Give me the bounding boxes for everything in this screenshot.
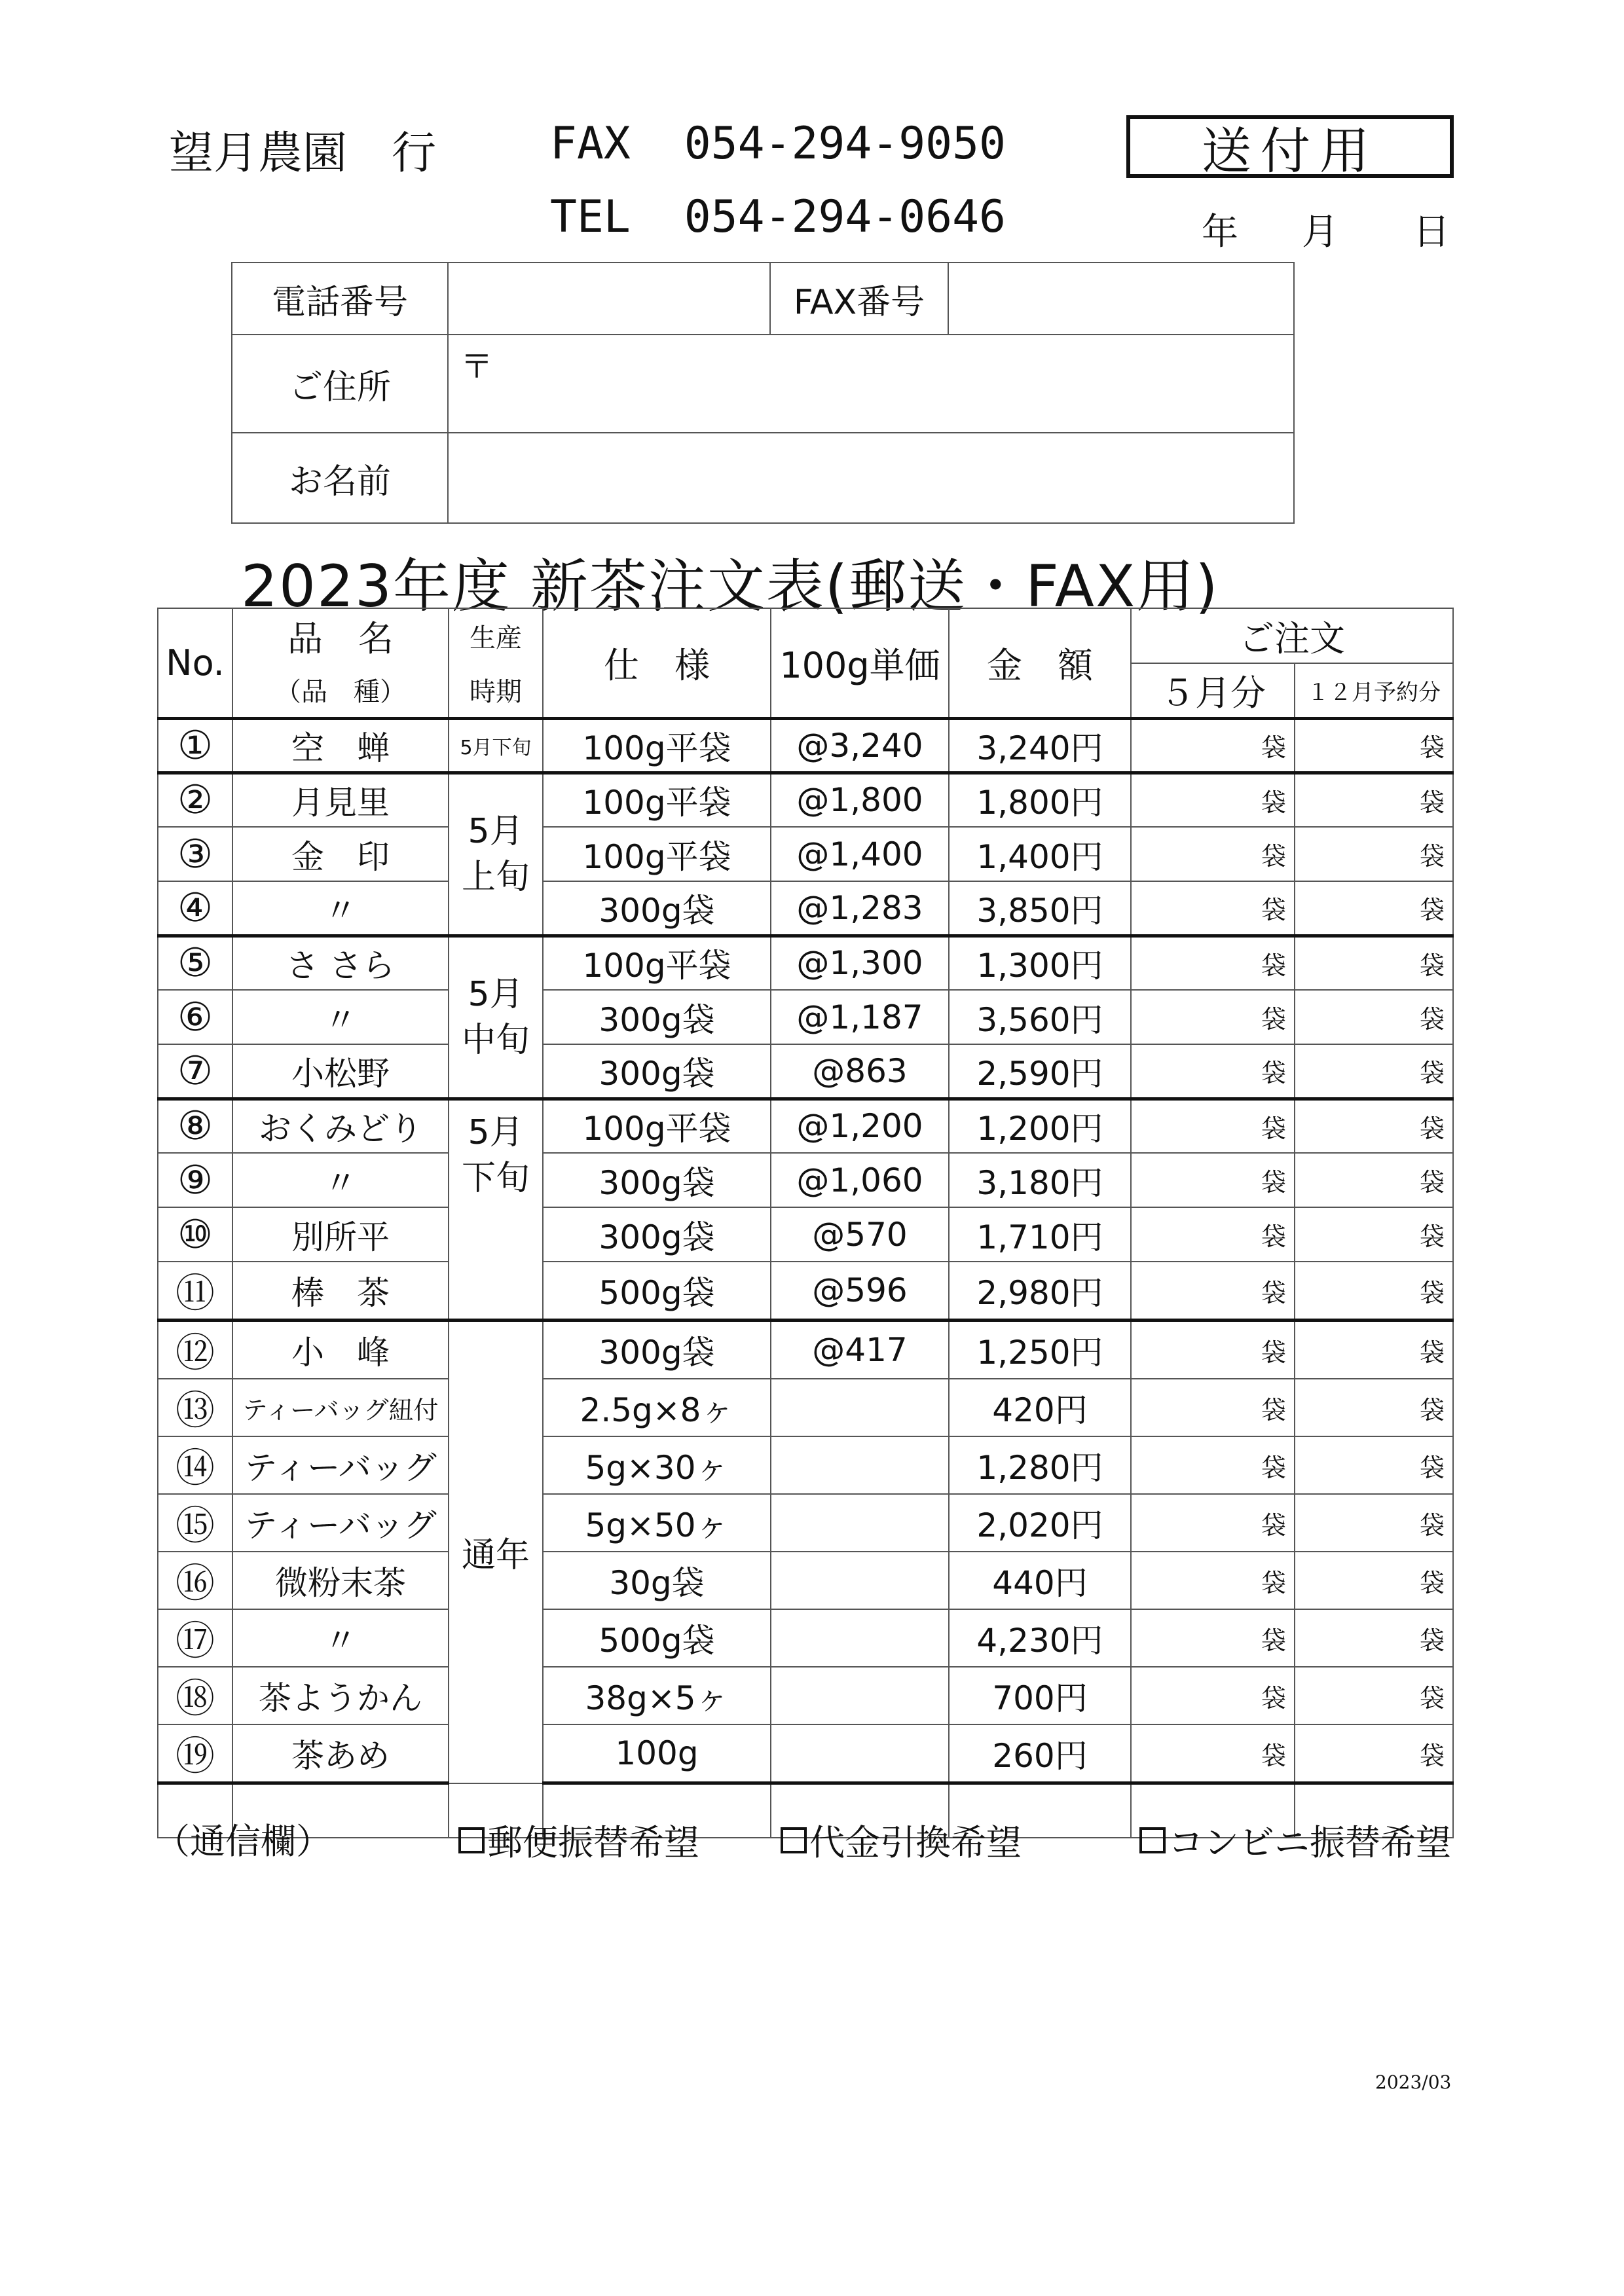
- communication-label: （通信欄）: [155, 1821, 331, 1862]
- row-number: ⑨: [158, 1153, 232, 1207]
- row-number: ⑤: [158, 936, 232, 990]
- bag-unit: 袋: [1419, 1168, 1445, 1197]
- dec-qty-field[interactable]: [1295, 1724, 1453, 1783]
- header-may: ５月分: [1131, 663, 1295, 718]
- name-label: お名前: [232, 433, 448, 523]
- unit-price: @1,400: [771, 827, 949, 881]
- item-name: 微粉末茶: [232, 1552, 449, 1609]
- item-spec: 30g袋: [543, 1552, 771, 1609]
- header-spec: 仕 様: [543, 608, 771, 718]
- header-item: 品 名: [232, 608, 449, 663]
- item-spec: 100g平袋: [543, 827, 771, 881]
- bag-unit: 袋: [1419, 951, 1445, 980]
- may-qty-field[interactable]: [1131, 1436, 1295, 1494]
- may-qty-field[interactable]: [1131, 1044, 1295, 1099]
- amount: 2,020円: [949, 1494, 1131, 1552]
- header-variety: （品 種）: [232, 663, 449, 718]
- item-spec: 2.5g×8ヶ: [543, 1379, 771, 1436]
- table-row: [158, 1262, 1453, 1321]
- item-name: 〃: [232, 1153, 449, 1207]
- table-row: [158, 1552, 1453, 1609]
- production-period: 5月 上旬: [449, 773, 543, 936]
- dec-qty-field[interactable]: [1295, 1207, 1453, 1262]
- may-qty-field[interactable]: [1131, 1321, 1295, 1379]
- table-row: [158, 936, 1453, 990]
- may-qty-field[interactable]: [1131, 718, 1295, 773]
- may-qty-field[interactable]: [1131, 1099, 1295, 1153]
- item-name: 金 印: [232, 827, 449, 881]
- bag-unit: 袋: [1419, 1510, 1445, 1540]
- bag-unit: 袋: [1261, 896, 1286, 925]
- amount: 1,710円: [949, 1207, 1131, 1262]
- may-qty-field[interactable]: [1131, 1667, 1295, 1724]
- header-period-top: 生産: [449, 608, 543, 663]
- bag-unit: 袋: [1419, 733, 1445, 762]
- date-month: 月: [1302, 211, 1338, 253]
- checkbox-icon[interactable]: [781, 1827, 807, 1853]
- unit-price: @1,060: [771, 1153, 949, 1207]
- row-number: ②: [158, 773, 232, 827]
- unit-price: [771, 1494, 949, 1552]
- postal-transfer-label: 郵便振替希望: [487, 1822, 699, 1863]
- bag-unit: 袋: [1261, 1626, 1286, 1655]
- header-order: ご注文: [1131, 608, 1453, 663]
- table-row: [158, 881, 1453, 936]
- amount: 440円: [949, 1552, 1131, 1609]
- production-period: 5月下旬: [449, 718, 543, 773]
- unit-price: @1,800: [771, 773, 949, 827]
- amount: 1,280円: [949, 1436, 1131, 1494]
- amount: 2,980円: [949, 1262, 1131, 1321]
- table-row: [158, 1207, 1453, 1262]
- amount: 420円: [949, 1379, 1131, 1436]
- may-qty-field[interactable]: [1131, 936, 1295, 990]
- unit-price: [771, 1379, 949, 1436]
- fax-number: 054-294-9050: [684, 118, 1006, 170]
- dec-qty-field[interactable]: [1295, 1262, 1453, 1321]
- bag-unit: 袋: [1419, 1005, 1445, 1034]
- may-qty-field[interactable]: [1131, 773, 1295, 827]
- customer-info-table: [231, 262, 1295, 524]
- item-name: おくみどり: [232, 1099, 449, 1153]
- amount: 1,800円: [949, 773, 1131, 827]
- header-no: No.: [158, 608, 232, 718]
- amount: 3,850円: [949, 881, 1131, 936]
- bag-unit: 袋: [1419, 1741, 1445, 1770]
- bag-unit: 袋: [1419, 1338, 1445, 1367]
- item-spec: 300g袋: [543, 990, 771, 1044]
- unit-price: @596: [771, 1262, 949, 1321]
- amount: 3,180円: [949, 1153, 1131, 1207]
- item-name: さ さら: [232, 936, 449, 990]
- item-spec: 5g×50ヶ: [543, 1494, 771, 1552]
- row-number: ⑧: [158, 1099, 232, 1153]
- row-number: ⑯: [158, 1552, 232, 1609]
- row-number: ⑪: [158, 1262, 232, 1321]
- row-number: ⑲: [158, 1724, 232, 1783]
- amount: 700円: [949, 1667, 1131, 1724]
- dec-qty-field[interactable]: [1295, 1099, 1453, 1153]
- amount: 1,300円: [949, 936, 1131, 990]
- row-number: ⑮: [158, 1494, 232, 1552]
- unit-price: [771, 1724, 949, 1783]
- fax-field[interactable]: [948, 263, 1294, 335]
- dec-qty-field[interactable]: [1295, 990, 1453, 1044]
- table-row: [158, 1099, 1453, 1153]
- page-title: 2023年度 新茶注文表(郵送・FAX用): [241, 553, 1219, 620]
- fax-number-label: FAX番号: [770, 263, 948, 335]
- may-qty-field[interactable]: [1131, 1207, 1295, 1262]
- may-qty-field[interactable]: [1131, 881, 1295, 936]
- dec-qty-field[interactable]: [1295, 881, 1453, 936]
- item-name: 茶あめ: [232, 1724, 449, 1783]
- tel-line: [550, 191, 1006, 243]
- production-period: 通年: [449, 1321, 543, 1783]
- item-name: 月見里: [232, 773, 449, 827]
- bag-unit: 袋: [1261, 1568, 1286, 1597]
- item-name: 別所平: [232, 1207, 449, 1262]
- bag-unit: 袋: [1419, 1626, 1445, 1655]
- unit-price: [771, 1609, 949, 1667]
- amount: 2,590円: [949, 1044, 1131, 1099]
- dec-qty-field[interactable]: [1295, 1321, 1453, 1379]
- item-name: 〃: [232, 990, 449, 1044]
- item-name: 小松野: [232, 1044, 449, 1099]
- dec-qty-field[interactable]: [1295, 1436, 1453, 1494]
- order-table: [157, 608, 1454, 1838]
- bag-unit: 袋: [1261, 1510, 1286, 1540]
- convenience-transfer-option[interactable]: [1139, 1815, 1451, 1865]
- bag-unit: 袋: [1261, 1338, 1286, 1367]
- dec-qty-field[interactable]: [1295, 1552, 1453, 1609]
- item-name: 茶ようかん: [232, 1667, 449, 1724]
- item-spec: 300g袋: [543, 1044, 771, 1099]
- bag-unit: 袋: [1261, 1222, 1286, 1251]
- header-december: １２月予約分: [1295, 663, 1453, 718]
- may-qty-field[interactable]: [1131, 1609, 1295, 1667]
- table-row: [158, 827, 1453, 881]
- item-spec: 300g袋: [543, 1207, 771, 1262]
- bag-unit: 袋: [1419, 1114, 1445, 1143]
- row-number: ⑥: [158, 990, 232, 1044]
- convenience-transfer-label: コンビニ振替希望: [1168, 1822, 1451, 1863]
- name-field[interactable]: [448, 433, 1294, 523]
- unit-price: @1,200: [771, 1099, 949, 1153]
- bag-unit: 袋: [1419, 788, 1445, 817]
- item-spec: 500g袋: [543, 1609, 771, 1667]
- unit-price: [771, 1667, 949, 1724]
- tel-number: 054-294-0646: [684, 191, 1006, 243]
- production-period: 5月 中旬: [449, 936, 543, 1099]
- table-row: [158, 990, 1453, 1044]
- item-spec: 500g袋: [543, 1262, 771, 1321]
- production-period: 5月 下旬: [449, 1099, 543, 1321]
- bag-unit: 袋: [1261, 951, 1286, 980]
- item-name: 小 峰: [232, 1321, 449, 1379]
- bag-unit: 袋: [1261, 1683, 1286, 1713]
- document-date: 2023/03: [1375, 2071, 1452, 2093]
- bag-unit: 袋: [1261, 788, 1286, 817]
- bag-unit: 袋: [1261, 1168, 1286, 1197]
- unit-price: @417: [771, 1321, 949, 1379]
- table-row: [158, 773, 1453, 827]
- item-name: 〃: [232, 1609, 449, 1667]
- table-row: [158, 1379, 1453, 1436]
- table-row: [158, 1494, 1453, 1552]
- row-number: ①: [158, 718, 232, 773]
- table-row: [158, 1321, 1453, 1379]
- address-label: ご住所: [232, 335, 448, 433]
- bag-unit: 袋: [1419, 1453, 1445, 1482]
- fax-label: FAX: [550, 118, 631, 170]
- amount: 1,250円: [949, 1321, 1131, 1379]
- table-row: [158, 718, 1453, 773]
- table-row: [158, 1153, 1453, 1207]
- table-row: [158, 1724, 1453, 1783]
- unit-price: @1,300: [771, 936, 949, 990]
- table-row: [158, 1609, 1453, 1667]
- row-number: ⑩: [158, 1207, 232, 1262]
- dec-qty-field[interactable]: [1295, 1667, 1453, 1724]
- unit-price: @1,187: [771, 990, 949, 1044]
- checkbox-icon[interactable]: [1139, 1827, 1166, 1853]
- may-qty-field[interactable]: [1131, 990, 1295, 1044]
- item-spec: 300g袋: [543, 881, 771, 936]
- may-qty-field[interactable]: [1131, 1724, 1295, 1783]
- checkbox-icon[interactable]: [458, 1827, 485, 1853]
- header-unit-price: 100g単価: [771, 608, 949, 718]
- amount: 1,200円: [949, 1099, 1131, 1153]
- item-name: ティーバッグ: [232, 1494, 449, 1552]
- dec-qty-field[interactable]: [1295, 773, 1453, 827]
- table-row: [158, 1044, 1453, 1099]
- dec-qty-field[interactable]: [1295, 1609, 1453, 1667]
- dec-qty-field[interactable]: [1295, 718, 1453, 773]
- table-row: [158, 1436, 1453, 1494]
- item-name: ティーバッグ: [232, 1436, 449, 1494]
- send-label: 送付用: [1202, 121, 1378, 180]
- send-label-box: [1126, 115, 1454, 178]
- amount: 3,560円: [949, 990, 1131, 1044]
- phone-field[interactable]: [448, 263, 770, 335]
- item-spec: 300g袋: [543, 1321, 771, 1379]
- item-spec: 38g×5ヶ: [543, 1667, 771, 1724]
- row-number: ④: [158, 881, 232, 936]
- may-qty-field[interactable]: [1131, 827, 1295, 881]
- fax-line: [550, 118, 1006, 170]
- may-qty-field[interactable]: [1131, 1494, 1295, 1552]
- unit-price: @863: [771, 1044, 949, 1099]
- dec-qty-field[interactable]: [1295, 1494, 1453, 1552]
- bag-unit: 袋: [1419, 1395, 1445, 1425]
- row-number: ③: [158, 827, 232, 881]
- item-name: 空 蝉: [232, 718, 449, 773]
- bag-unit: 袋: [1261, 1278, 1286, 1307]
- cod-option[interactable]: [781, 1815, 1022, 1865]
- item-spec: 300g袋: [543, 1153, 771, 1207]
- recipient: 望月農園 行: [169, 128, 437, 179]
- bag-unit: 袋: [1419, 1278, 1445, 1307]
- unit-price: @570: [771, 1207, 949, 1262]
- amount: 4,230円: [949, 1609, 1131, 1667]
- unit-price: @3,240: [771, 718, 949, 773]
- amount: 1,400円: [949, 827, 1131, 881]
- item-name: 〃: [232, 881, 449, 936]
- amount: 260円: [949, 1724, 1131, 1783]
- table-row: [158, 1667, 1453, 1724]
- may-qty-field[interactable]: [1131, 1153, 1295, 1207]
- row-number: ⑬: [158, 1379, 232, 1436]
- bag-unit: 袋: [1261, 1005, 1286, 1034]
- item-spec: 100g平袋: [543, 773, 771, 827]
- bag-unit: 袋: [1419, 1683, 1445, 1713]
- bag-unit: 袋: [1261, 1059, 1286, 1088]
- bag-unit: 袋: [1419, 896, 1445, 925]
- dec-qty-field[interactable]: [1295, 1153, 1453, 1207]
- item-name: 棒 茶: [232, 1262, 449, 1321]
- item-spec: 100g平袋: [543, 718, 771, 773]
- bag-unit: 袋: [1419, 842, 1445, 871]
- bag-unit: 袋: [1419, 1568, 1445, 1597]
- bag-unit: 袋: [1261, 1741, 1286, 1770]
- postal-mark: 〒: [460, 348, 493, 386]
- postal-transfer-option[interactable]: [458, 1815, 699, 1865]
- bag-unit: 袋: [1261, 1114, 1286, 1143]
- dec-qty-field[interactable]: [1295, 936, 1453, 990]
- unit-price: [771, 1552, 949, 1609]
- bag-unit: 袋: [1261, 842, 1286, 871]
- phone-label: 電話番号: [232, 263, 448, 335]
- dec-qty-field[interactable]: [1295, 1044, 1453, 1099]
- bag-unit: 袋: [1261, 1395, 1286, 1425]
- bag-unit: 袋: [1261, 733, 1286, 762]
- item-spec: 100g平袋: [543, 1099, 771, 1153]
- date-day: 日: [1413, 211, 1450, 253]
- bag-unit: 袋: [1419, 1222, 1445, 1251]
- tel-label: TEL: [550, 191, 631, 243]
- bag-unit: 袋: [1261, 1453, 1286, 1482]
- row-number: ⑫: [158, 1321, 232, 1379]
- item-name: ティーバッグ紐付: [232, 1379, 449, 1436]
- item-spec: 100g平袋: [543, 936, 771, 990]
- may-qty-field[interactable]: [1131, 1552, 1295, 1609]
- row-number: ⑭: [158, 1436, 232, 1494]
- may-qty-field[interactable]: [1131, 1262, 1295, 1321]
- header-period-bottom: 時期: [449, 663, 543, 718]
- unit-price: [771, 1436, 949, 1494]
- date-year: 年: [1202, 211, 1238, 253]
- item-spec: 5g×30ヶ: [543, 1436, 771, 1494]
- address-field[interactable]: [448, 335, 1294, 433]
- row-number: ⑦: [158, 1044, 232, 1099]
- dec-qty-field[interactable]: [1295, 1379, 1453, 1436]
- item-spec: 100g: [543, 1724, 771, 1783]
- bag-unit: 袋: [1419, 1059, 1445, 1088]
- may-qty-field[interactable]: [1131, 1379, 1295, 1436]
- header-amount: 金 額: [949, 608, 1131, 718]
- amount: 3,240円: [949, 718, 1131, 773]
- row-number: ⑰: [158, 1609, 232, 1667]
- row-number: ⑱: [158, 1667, 232, 1724]
- cod-label: 代金引換希望: [809, 1822, 1022, 1863]
- unit-price: @1,283: [771, 881, 949, 936]
- dec-qty-field[interactable]: [1295, 827, 1453, 881]
